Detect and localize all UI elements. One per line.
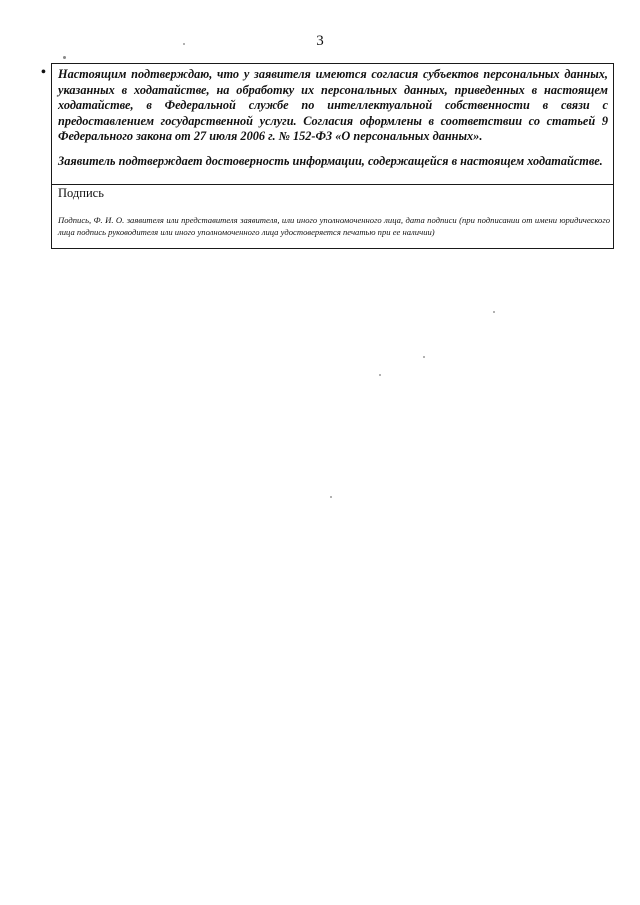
consent-statement: Настоящим подтверждаю, что у заявителя имеются согласия субъектов персональных данных, указанных в ходатайстве, на обработку их персональных данных, приведенных в настоящем ходатайстве, в Федеральной службе по интеллектуальной собственности в связи с предоставлением государственной услуги. Согласия оформлены в соответствии со статьей 9 Федерального закона от 27 июля 2006 г. № 152-ФЗ «О персональных данных». [58,67,608,144]
scan-speck [63,56,66,59]
scan-speck [379,374,381,376]
signature-note: Подпись, Ф. И. О. заявителя или представителя заявителя, или иного уполномоченного лица, дата подписи (при подписании от имени юридического лица подпись руководителя или иного уполномоченного лица удостоверяется печатью при ее наличии) [58,215,610,237]
accuracy-statement: Заявитель подтверждает достоверность информации, содержащейся в настоящем ходатайстве. [58,154,603,168]
signature-divider [52,184,613,185]
scan-speck [423,356,425,358]
signature-label: Подпись [58,186,104,200]
page-number: 3 [316,33,324,49]
declaration-box [51,63,614,249]
scan-speck [493,311,495,313]
scan-speck [183,43,185,45]
scan-speck [330,496,332,498]
margin-mark: • [41,65,46,80]
